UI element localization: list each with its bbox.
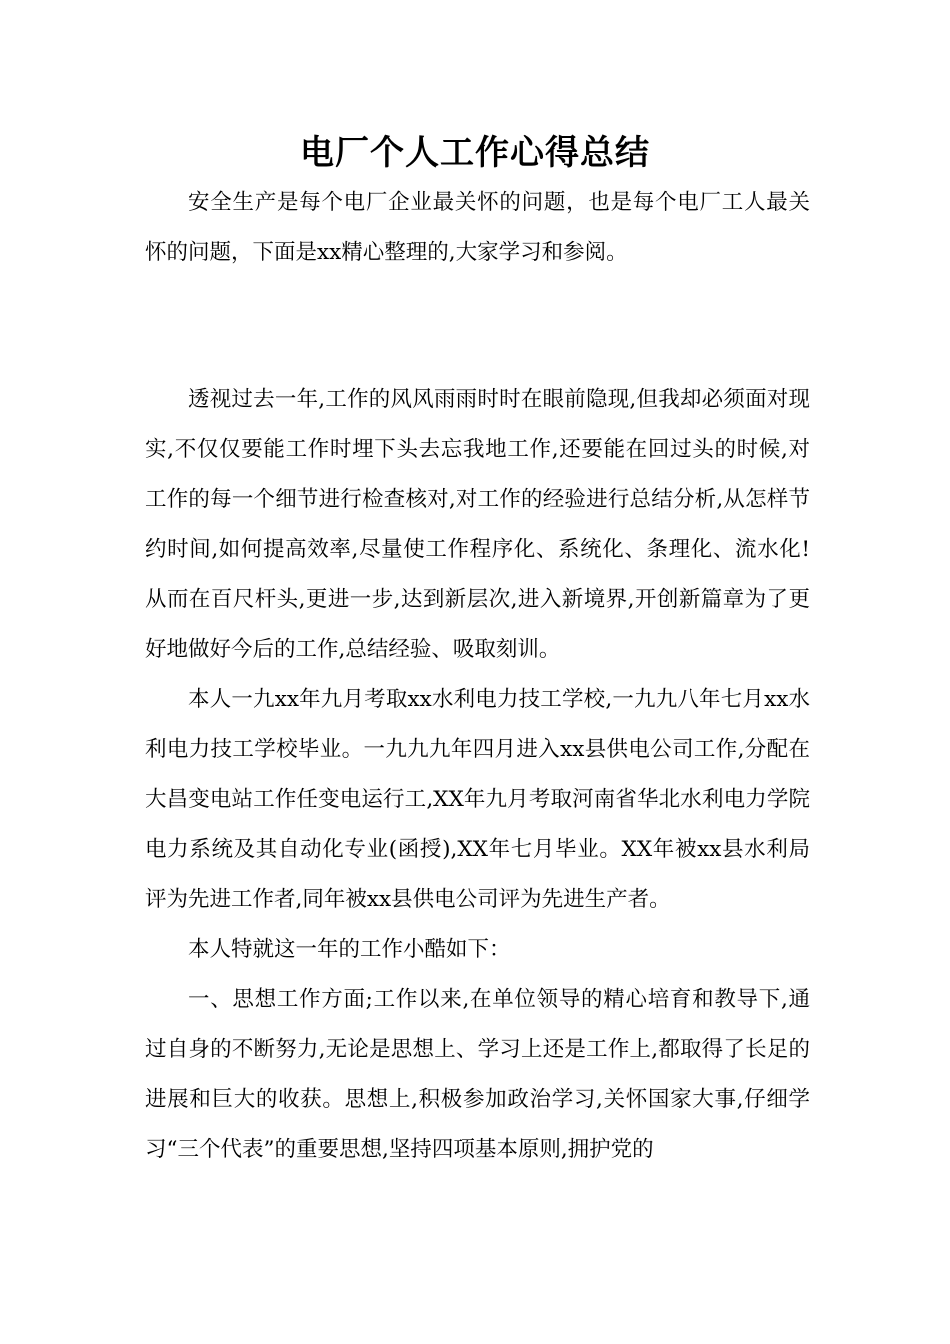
paragraph-background: 本人一九xx年九月考取xx水利电力技工学校,一九九八年七月xx水利电力技工学校毕业。一九九九年四月进入xx县供电公司工作,分配在大昌变电站工作任变电运行工,XX年九月考取河南省华北水利电力学院电力系统及其自动化专业(函授),XX年七月毕业。XX年被xx县水利局评为先进工作者,同年被xx县供电公司评为先进生产者。 <box>145 687 810 912</box>
body-section <box>145 375 810 1175</box>
intro-section <box>145 178 810 278</box>
intro-paragraph: 安全生产是每个电厂企业最关怀的问题，也是每个电厂工人最关怀的问题，下面是xx精心整理的,大家学习和参阅。 <box>145 190 810 265</box>
paragraph-review: 透视过去一年,工作的风风雨雨时时在眼前隐现,但我却必须面对现实,不仅仅要能工作时埋下头去忘我地工作,还要能在回过头的时候,对工作的每一个细节进行检查核对,对工作的经验进行总结分析,从怎样节约时间,如何提高效率,尽量使工作程序化、系统化、条理化、流水化!从而在百尺杆头,更进一步,达到新层次,进入新境界,开创新篇章为了更好地做好今后的工作,总结经验、吸取刻训。 <box>145 387 810 662</box>
document-title: 电厂个人工作心得总结 <box>300 133 650 173</box>
paragraph-ideology: 一、思想工作方面;工作以来,在单位领导的精心培育和教导下,通过自身的不断努力,无论是思想上、学习上还是工作上,都取得了长足的进展和巨大的收获。思想上,积极参加政治学习,关怀国家大事,仔细学习“三个代表”的重要思想,坚持四项基本原则,拥护党的 <box>145 987 810 1162</box>
paragraph-summary-intro: 本人特就这一年的工作小酷如下： <box>188 937 511 962</box>
